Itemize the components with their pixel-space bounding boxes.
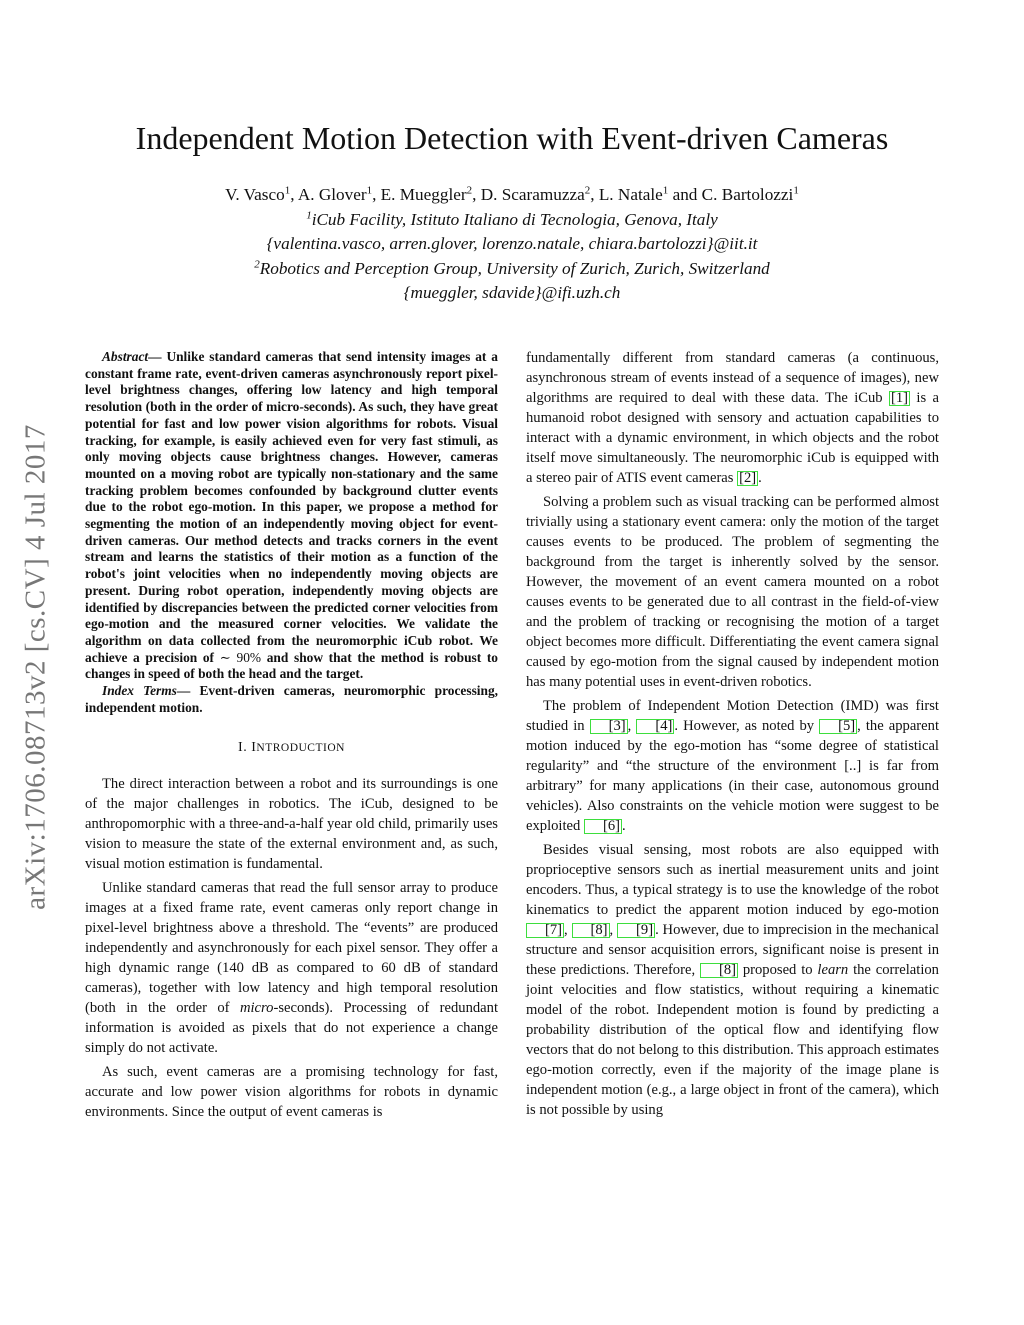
arxiv-watermark — [16, 372, 56, 962]
citation-link[interactable]: [5] — [819, 719, 857, 734]
affiliation-2-emails: {mueggler, sdavide}@ifi.uzh.ch — [403, 283, 621, 302]
right-paragraph-3: The problem of Independent Motion Detection (IMD) was first studied in [3] , [4] . However, as noted by [5] , the apparent motion induced by the ego-motion has “some degree of statistical regularity” and “the structure of the environment [..] is far from arbitrary” for many applications (in their case, autonomous ground vehicles). Also constraints on the vehicle motion were suggest to be exploited [6] . — [526, 698, 939, 834]
citation-link[interactable]: [6] — [584, 819, 622, 834]
right-paragraph-1: fundamentally different from standard cameras (a continuous, asynchronous stream of events instead of a sequence of images), new algorithms are required to deal with these data. The iCub [1] is a humanoid robot designed with sensory and actuation capabilities to interact with a dynamic environment, in which objects and the robot itself move simultaneously. The neuromorphic iCub is equipped with a stereo pair of ATIS event cameras [2] . — [526, 350, 939, 486]
citation-link[interactable]: [8] — [700, 963, 738, 978]
right-column — [526, 348, 939, 1120]
abstract: Abstract— Unlike standard cameras that send intensity images at a constant frame rate, event-driven cameras asynchronously report pixel-level brightness changes, offering low latency and high temporal resolution (both in the order of micro-seconds). As such, they have great potential for fast and low power vision algorithms for robots. Visual tracking, for example, is easily achieved even for very fast stimuli, as only moving objects cause brightness changes. However, cameras mounted on a moving robot are typically non-stationary and the same tracking problem becomes confounded by background clutter events due to the robot ego-motion. In this paper, we propose a method for segmenting the motion of an independently moving object for event-driven cameras. Our method detects and tracks corners in the event stream and learns the statistics of their motion as a function of the robot's joint velocities when no independently moving objects are present. During robot operation, independently moving objects are identified by discrepancies between the predicted corner velocities from ego-motion and the measured corner velocities. We validate the algorithm on data collected from the neuromorphic iCub robot. We achieve a precision of ∼ 90% and show that the method is robust to changes in speed of both the head and the target. — [85, 349, 498, 682]
left-column — [85, 349, 498, 1122]
arxiv-id: arXiv:1706.08713v2 [cs.CV] 4 Jul 2017 — [19, 424, 52, 910]
affiliation-1-emails: {valentina.vasco, arren.glover, lorenzo.natale, chiara.bartolozzi}@iit.it — [266, 234, 758, 253]
citation-link[interactable]: [9] — [617, 923, 655, 938]
index-terms: Index Terms— Event-driven cameras, neuromorphic processing, independent motion. — [85, 683, 498, 715]
affiliation-2: $^2$Robotics and Perception Group, University of Zurich, Zurich, Switzerland — [254, 258, 770, 278]
paper-title: Independent Motion Detection with Event-driven Cameras — [135, 120, 889, 156]
section-heading: I. INTRODUCTION — [238, 740, 345, 756]
citation-link[interactable]: [4] — [636, 719, 674, 734]
citation-link[interactable]: [7] — [526, 923, 564, 938]
citation-link[interactable]: [8] — [572, 923, 610, 938]
intro-paragraph-1: The direct interaction between a robot and its surroundings is one of the major challenges in robotics. The iCub, designed to be anthropomorphic with a three-and-a-half year old child, primarily uses vision to measure the state of the external environment and, as such, visual motion estimation is fundamental. — [85, 776, 498, 873]
right-paragraph-2: Solving a problem such as visual tracking can be performed almost trivially using a stationary event camera: only the motion of the target causes events to be produced. The problem of segmenting the background from the target is inherently solved by the sensor. However, the movement of an event camera mounted on a robot causes events to be generated due to all contrast in the field-of-view and the problem of tracking or recognising the motion of a target object becomes more difficult. Differentiating the event camera signal caused by ego-motion from the signal caused by independent motion has many potential uses in event-driven robotics. — [526, 494, 939, 690]
affiliation-1: $^1$iCub Facility, Istituto Italiano di Tecnologia, Genova, Italy — [306, 209, 718, 229]
intro-paragraph-2: Unlike standard cameras that read the full sensor array to produce images at a fixed frame rate, event cameras only report change in pixel-level brightness above a threshold. The “events” are produced independently and asynchronously for each pixel sensor. They offer a high dynamic range (140 dB as compared to 60 dB of standard cameras), together with low latency and high temporal resolution (both in the order of micro-seconds). Processing of redundant information is avoided as pixels that do not experience a change simply do not activate. — [85, 880, 499, 1057]
citation-link[interactable]: [2] — [739, 470, 757, 486]
author-list: V. Vasco$^1$, A. Glover$^1$, E. Mueggler$^2$, D. Scaramuzza$^2$, L. Natale$^1$ and C. Bartolozzi$^1$ — [225, 184, 799, 204]
citation-link[interactable]: [3] — [590, 719, 628, 734]
citation-link[interactable]: [1] — [890, 390, 909, 406]
right-paragraph-4: Besides visual sensing, most robots are also equipped with proprioceptive sensors such as inertial measurement units and joint encoders. Thus, a typical strategy is to use the knowledge of the robot kinematics to predict the apparent motion induced by ego-motion [7] , [8] , [9] . However, due to imprecision in the mechanical structure and sensor acquisition errors, significant noise is present in these predictions. Therefore, [8] proposed to learn the correlation joint velocities and flow statistics, without requiring a kinematic model of the robot. Independent motion is found by predicting a probability distribution of the optical flow and identifying flow vectors that do not belong to this distribution. This approach estimates ego-motion correctly, even if the majority of the image plane is independent motion (e.g., a large object in front of the camera), which is not possible by using — [526, 842, 940, 1118]
intro-paragraph-3: As such, event cameras are a promising technology for fast, accurate and low power vision algorithms for robots in dynamic environments. Since the output of event cameras is — [85, 1064, 498, 1121]
